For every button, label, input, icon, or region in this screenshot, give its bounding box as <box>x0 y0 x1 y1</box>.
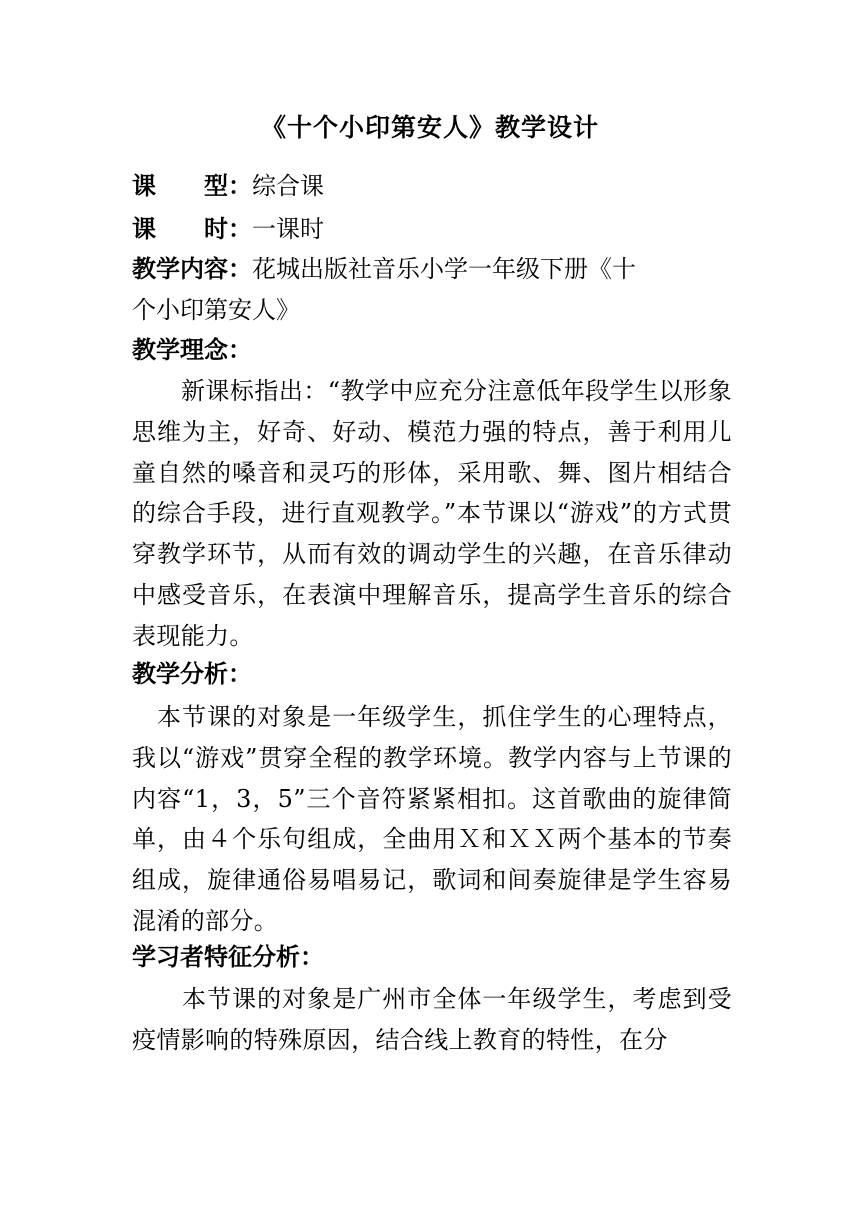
course-type-row <box>132 166 324 206</box>
analysis-paragraph <box>132 697 732 942</box>
course-time-value: 一课时 <box>252 215 324 243</box>
course-type-label: 课 型： <box>132 172 252 200</box>
teaching-content-label: 教学内容： <box>132 255 252 283</box>
teaching-content-value-cont: 个小印第安人》 <box>132 296 300 324</box>
teaching-content-value: 花城出版社音乐小学一年级下册《十 <box>252 255 636 283</box>
course-time-row <box>132 209 324 249</box>
course-time-label: 课 时： <box>132 215 252 243</box>
teaching-content-row <box>132 249 636 289</box>
philosophy-paragraph <box>132 371 732 657</box>
philosophy-heading: 教学理念： <box>132 336 252 364</box>
philosophy-text: 新课标指出：“教学中应充分注意低年段学生以形象思维为主，好奇、好动、模范力强的特点，善于利用儿童自然的嗓音和灵巧的形体，采用歌、舞、图片相结合的综合手段，进行直观教学。”本节课以“游戏”的方式贯穿教学环节，从而有效的调动学生的兴趣，在音乐律动中感受音乐，在表演中理解音乐，提高学生音乐的综合表现能力。 <box>132 377 732 650</box>
analysis-text: 本节课的对象是一年级学生，抓住学生的心理特点，我以“游戏”贯穿全程的教学环境。教学内容与上节课的内容“1，3，5”三个音符紧紧相扣。这首歌曲的旋律简单，由４个乐句组成，全曲用Ｘ和ＸＸ两个基本的节奏组成，旋律通俗易唱易记，歌词和间奏旋律是学生容易混淆的部分。 <box>132 703 732 935</box>
teaching-content-continuation <box>132 290 300 330</box>
learner-paragraph <box>132 979 732 1061</box>
learner-text: 本节课的对象是广州市全体一年级学生，考虑到受疫情影响的特殊原因，结合线上教育的特性，在分 <box>132 985 732 1054</box>
course-type-value: 综合课 <box>252 172 324 200</box>
document-title: 《十个小印第安人》教学设计 <box>260 113 599 142</box>
analysis-heading: 教学分析： <box>132 660 252 688</box>
learner-heading: 学习者特征分析： <box>132 943 324 971</box>
